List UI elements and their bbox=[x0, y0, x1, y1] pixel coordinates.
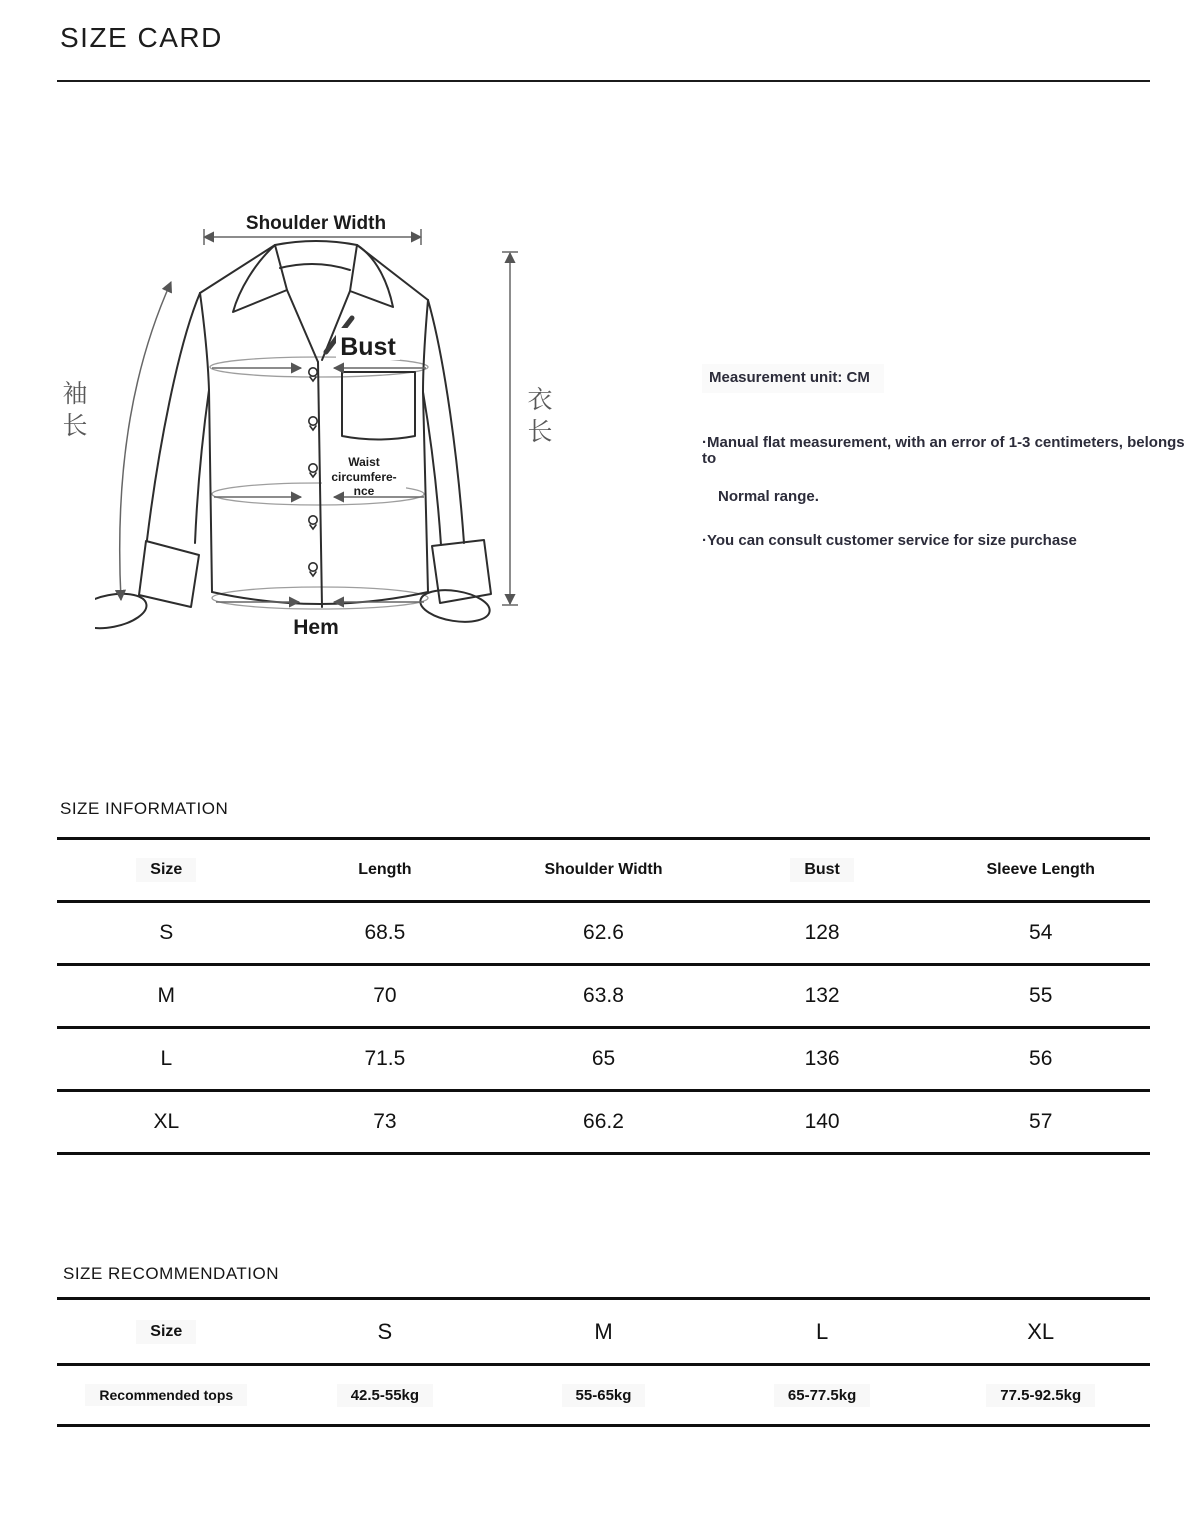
weight-range-l: 65-77.5kg bbox=[774, 1384, 870, 1407]
right-cuff bbox=[432, 540, 491, 603]
size-option-l: L bbox=[815, 1318, 829, 1344]
shirt-outline bbox=[95, 241, 492, 634]
right-cuff-end bbox=[418, 586, 492, 627]
bust-label: Bust bbox=[340, 333, 396, 361]
note-normal-range: Normal range. bbox=[718, 488, 819, 505]
waist-label-line1: Waist bbox=[348, 455, 380, 469]
button-icon bbox=[309, 464, 317, 472]
recommended-tops-label: Recommended tops bbox=[85, 1384, 247, 1406]
cell-bust: 140 bbox=[804, 1110, 840, 1133]
weight-range-xl: 77.5-92.5kg bbox=[986, 1384, 1095, 1407]
cell-sleeve-length: 55 bbox=[1029, 984, 1053, 1007]
cell-size: XL bbox=[153, 1110, 180, 1133]
size-information-header-row bbox=[57, 837, 1150, 900]
cell-size: L bbox=[160, 1047, 173, 1070]
cell-length: 71.5 bbox=[364, 1047, 406, 1070]
weight-range-s: 42.5-55kg bbox=[337, 1384, 433, 1407]
weight-range-m: 55-65kg bbox=[562, 1384, 646, 1407]
left-sleeve-outer bbox=[147, 293, 200, 540]
button-column bbox=[309, 368, 317, 576]
size-recommendation-header-row bbox=[57, 1297, 1150, 1363]
table-row bbox=[57, 963, 1150, 1026]
cell-length: 68.5 bbox=[364, 921, 406, 944]
row-header-size: Size bbox=[136, 1320, 196, 1344]
cell-shoulder-width: 65 bbox=[591, 1047, 616, 1070]
cell-size: S bbox=[159, 921, 174, 944]
size-information-table bbox=[57, 837, 1150, 1155]
size-option-s: S bbox=[377, 1318, 393, 1344]
left-shoulder-seam bbox=[200, 245, 275, 293]
left-cuff bbox=[139, 541, 199, 607]
torso-right-edge bbox=[423, 300, 428, 592]
title-divider bbox=[57, 80, 1150, 82]
cell-sleeve-length: 57 bbox=[1029, 1110, 1053, 1133]
table-row bbox=[57, 1026, 1150, 1089]
note-consult-service: ·You can consult customer service for size purchase bbox=[702, 532, 1077, 549]
cell-bust: 132 bbox=[804, 984, 840, 1007]
waist-label-line3: nce bbox=[353, 484, 375, 498]
chest-pocket bbox=[342, 372, 415, 440]
column-header-bust: Bust bbox=[790, 858, 854, 882]
button-icon bbox=[309, 368, 317, 376]
shoulder-width-label: Shoulder Width bbox=[245, 213, 387, 234]
cell-shoulder-width: 63.8 bbox=[583, 984, 624, 1007]
placket-line bbox=[318, 362, 322, 607]
note-flat-measurement: ·Manual flat measurement, with an error of 1-3 centimeters, belongs to bbox=[702, 434, 1185, 467]
measurement-notes bbox=[702, 364, 1197, 549]
column-header-size: Size bbox=[136, 858, 196, 882]
table-row bbox=[57, 900, 1150, 963]
size-information-heading: SIZE INFORMATION bbox=[60, 799, 229, 818]
cell-length: 73 bbox=[373, 1110, 397, 1133]
column-header-shoulder-width: Shoulder Width bbox=[544, 861, 663, 878]
button-icon bbox=[309, 417, 317, 425]
measurement-unit-note: Measurement unit: CM bbox=[702, 364, 884, 393]
sleeve-length-cn-label: 袖长 bbox=[59, 380, 87, 444]
right-sleeve-outer bbox=[428, 300, 464, 543]
waist-label-line2: circumfere- bbox=[331, 470, 397, 484]
size-recommendation-table bbox=[57, 1297, 1150, 1427]
column-header-length: Length bbox=[358, 861, 412, 878]
garment-length-cn-label: 衣长 bbox=[524, 386, 552, 450]
cell-length: 70 bbox=[373, 984, 397, 1007]
size-option-xl: XL bbox=[1027, 1318, 1055, 1344]
left-sleeve-inner bbox=[195, 390, 209, 543]
cell-sleeve-length: 54 bbox=[1029, 921, 1053, 944]
cell-shoulder-width: 66.2 bbox=[583, 1110, 624, 1133]
hem-label: Hem bbox=[293, 616, 339, 639]
button-icon bbox=[309, 563, 317, 571]
cell-sleeve-length: 56 bbox=[1029, 1047, 1053, 1070]
recommended-tops-row bbox=[57, 1363, 1150, 1427]
cell-bust: 136 bbox=[804, 1047, 840, 1070]
column-header-sleeve-length: Sleeve Length bbox=[986, 861, 1095, 878]
size-option-m: M bbox=[594, 1318, 613, 1344]
page-title: SIZE CARD bbox=[60, 22, 223, 53]
cell-shoulder-width: 62.6 bbox=[583, 921, 624, 944]
size-recommendation-heading: SIZE RECOMMENDATION bbox=[63, 1264, 280, 1283]
collar-band bbox=[275, 241, 357, 245]
button-icon bbox=[309, 516, 317, 524]
right-collar-wing bbox=[350, 245, 393, 307]
table-row bbox=[57, 1089, 1150, 1155]
cell-bust: 128 bbox=[804, 921, 840, 944]
cell-size: M bbox=[157, 984, 176, 1007]
